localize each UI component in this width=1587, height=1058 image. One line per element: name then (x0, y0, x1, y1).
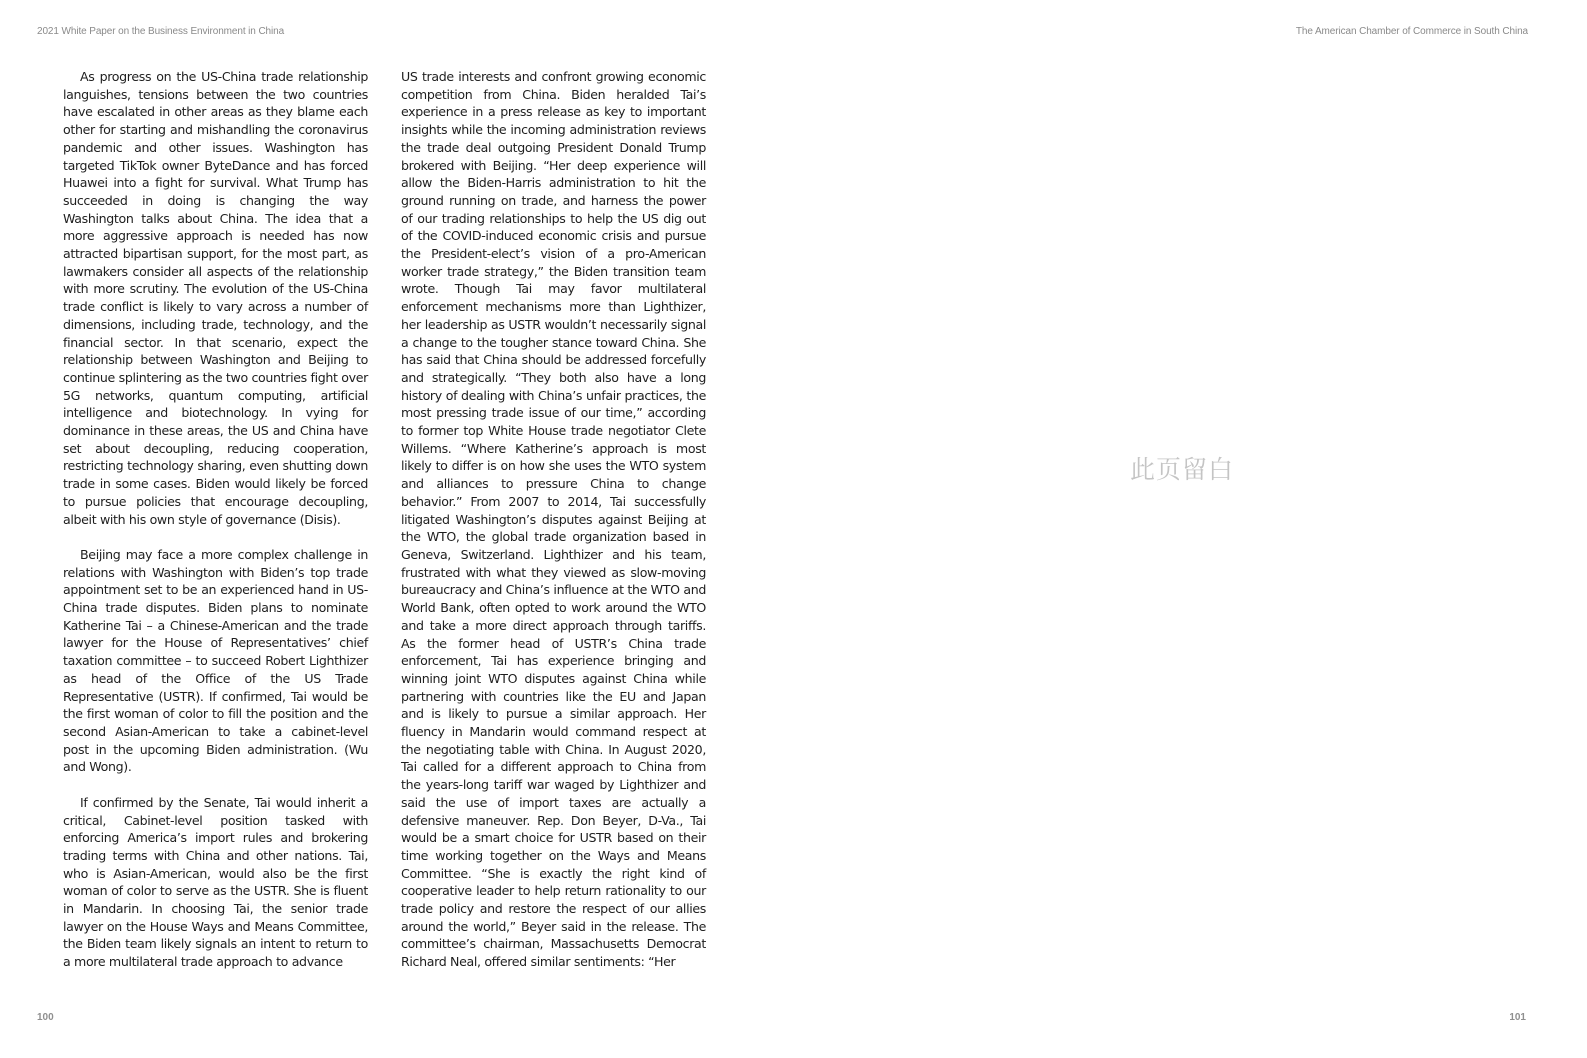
running-header-right: The American Chamber of Commerce in South China (1295, 26, 1528, 37)
body-paragraph: If confirmed by the Senate, Tai would inherit a critical, Cabinet-level position tasked with enforcing America’s import rules and brokering trading terms with China and other nations. Tai, who is Asian-American, would also be the first woman of color to serve as the USTR. She is fluent in Mandarin. In choosing Tai, the senior trade lawyer on the House Ways and Means Committee, the Biden team likely signals an intent to return to a more multilateral trade approach to advance (63, 794, 368, 970)
page-number-right: 101 (1509, 1012, 1526, 1023)
body-paragraph-continued: US trade interests and confront growing economic competition from China. Biden heralded Tai’s experience in a press release as key to important insights while the incoming administration reviews the trade deal outgoing President Donald Trump brokered with Beijing. “Her deep experience will allow the Biden-Harris administration to hit the ground running on trade, and harness the power of our trading relationships to help the US dig out of the COVID-induced economic crisis and pursue the President-elect’s vision of a pro-American worker trade strategy,” the Biden transition team wrote. Though Tai may favor multilateral enforcement mechanisms more than Lighthizer, her leadership as USTR wouldn’t necessarily signal a change to the tougher stance toward China. She has said that China should be addressed forcefully and strategically. “They both also have a long history of dealing with China’s unfair practices, the most pressing trade issue of our time,” according to former top White House trade negotiator Clete Willems. “Where Katherine’s approach is most likely to differ is on how she uses the WTO system and alliances to pressure China to change behavior.” From 2007 to 2014, Tai successfully litigated Washington’s disputes against Beijing at the WTO, the global trade organization based in Geneva, Switzerland. Lighthizer and his team, frustrated with what they viewed as slow-moving bureaucracy and China’s influence at the WTO and World Bank, often opted to work around the WTO and take a more direct approach through tariffs. As the former head of USTR’s China trade enforcement, Tai has experience bringing and winning joint WTO disputes against China while partnering with countries like the EU and Japan and is likely to pursue a similar approach. Her fluency in Mandarin would command respect at the negotiating table with China. In August 2020, Tai called for a different approach to China from the years-long tariff war waged by Lighthizer and said the use of import taxes are actually a defensive maneuver. Rep. Don Beyer, D-Va., Tai would be a smart choice for USTR based on their time working together on the Ways and Means Committee. “She is exactly the right kind of cooperative leader to help return rationality to our trade policy and restore the respect of our allies around the world,” Beyer said in the release. The committee’s chairman, Massachusetts Democrat Richard Neal, offered similar sentiments: “Her (401, 69, 706, 970)
body-paragraph: As progress on the US-China trade relationship languishes, tensions between the two countries have escalated in other areas as they blame each other for starting and mishandling the coronavirus pandemic and other issues. Washington has targeted TikTok owner ByteDance and has forced Huawei into a fight for survival. What Trump has succeeded in doing is changing the way Washington talks about China. The idea that a more aggressive approach is needed has now attracted bipartisan support, for the most part, as lawmakers consider all aspects of the relationship with more scrutiny. The evolution of the US-China trade conflict is likely to vary across a number of dimensions, including trade, technology, and the financial sector. In that scenario, expect the relationship between Washington and Beijing to continue splintering as the two countries fight over 5G networks, quantum computing, artificial intelligence and biotechnology. In vying for dominance in these areas, the US and China have set about decoupling, reducing cooperation, restricting technology sharing, even shutting down trade in some cases. Biden would likely be forced to pursue policies that encourage decoupling, albeit with his own style of governance (Disis). (63, 69, 368, 527)
body-paragraph: Beijing may face a more complex challenge in relations with Washington with Biden’s top trade appointment set to be an experienced hand in US-China trade disputes. Biden plans to nominate Katherine Tai – a Chinese-American and the trade lawyer for the House of Representatives’ chief taxation committee – to succeed Robert Lighthizer as head of the Office of the US Trade Representative (USTR). If confirmed, Tai would be the first woman of color to fill the position and the second Asian-American to take a cabinet-level post in the upcoming Biden administration. (Wu and Wong). (63, 546, 368, 775)
running-header-left: 2021 White Paper on the Business Environment in China (37, 26, 285, 37)
page-number-left: 100 (37, 1012, 54, 1023)
text-column-right (401, 68, 706, 971)
intentionally-blank-notice: 此页留白 (1130, 455, 1235, 484)
text-column-left (63, 68, 368, 971)
